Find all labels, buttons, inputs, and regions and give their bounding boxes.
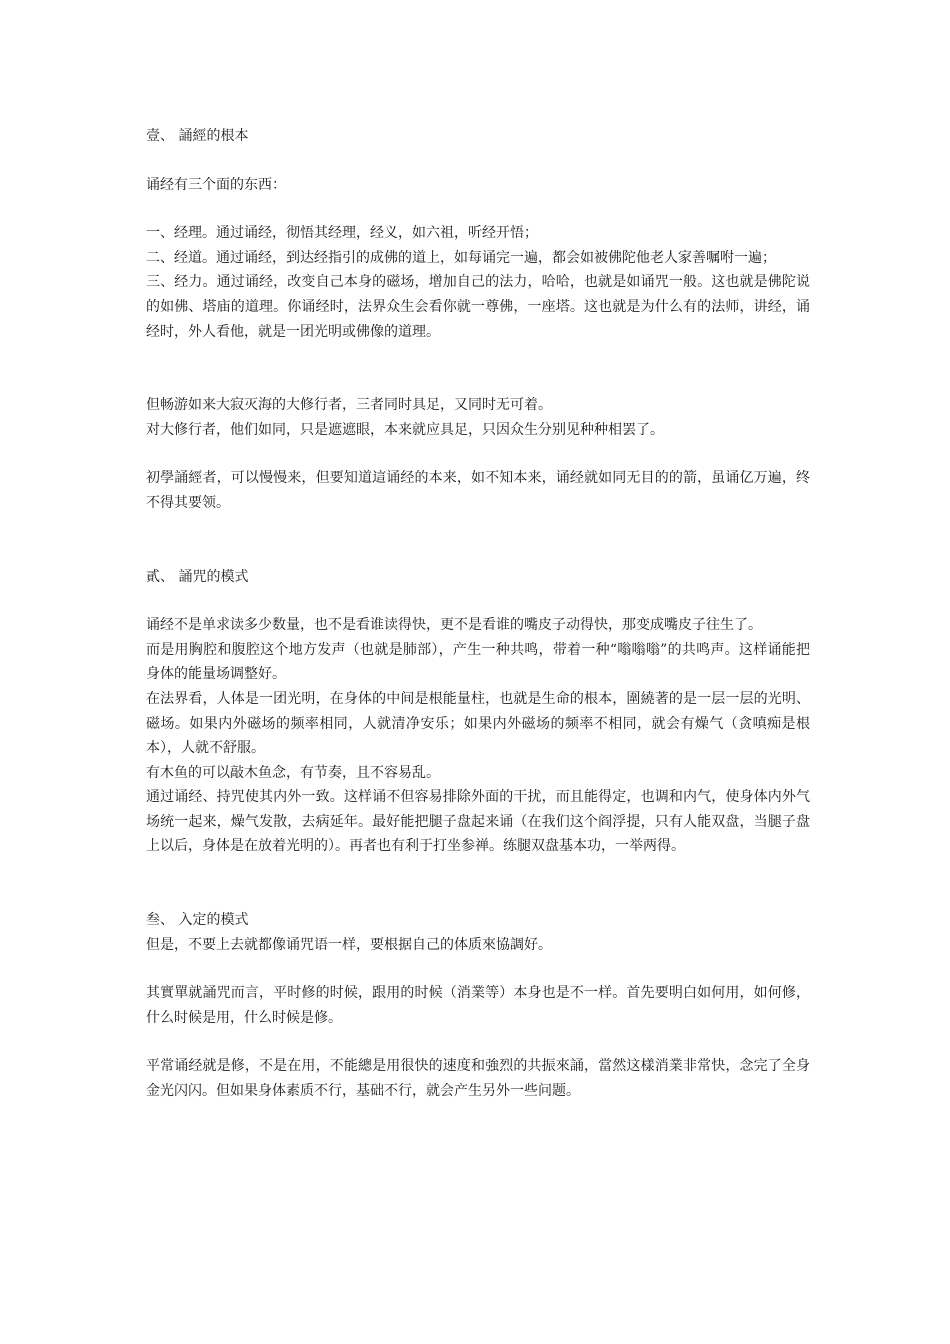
paragraph: 但是，不要上去就都像诵咒语一样，要根据自己的体质來協調好。 bbox=[146, 936, 552, 953]
paragraph: 其實單就誦咒而言，平时修的时候，跟用的时候（消業等）本身也是不一样。首先要明白如何用，如何修，什么时候是用，什么时候是修。 bbox=[146, 985, 810, 1026]
spacer bbox=[146, 589, 810, 613]
paragraph: 诵经不是单求读多少数量，也不是看谁读得快，更不是看谁的嘴皮子动得快，那变成嘴皮子往生了。 bbox=[146, 617, 762, 634]
paragraph: 平常诵经就是修，不是在用，不能總是用很快的速度和強烈的共振來誦，當然这樣消業非常快，念完了全身金光闪闪。但如果身体素质不行，基础不行，就会产生另外一些问题。 bbox=[146, 1058, 810, 1100]
paragraph: 而是用胸腔和腹腔这个地方发声（也就是肺部），产生一种共鸣，带着一种“嗡嗡嗡”的共鸣声。这样诵能把身体的能量场调整好。 bbox=[146, 641, 810, 683]
section-heading-1: 壹、 誦經的根本 bbox=[146, 128, 249, 144]
paragraph: 通过诵经、持咒使其内外一致。这样诵不但容易排除外面的干扰，而且能得定，也调和内气，使身体内外气场统一起来，燥气发散，去病延年。最好能把腿子盘起来诵（在我们这个阎浮提，只有人能双盘，当腿子盘上以后，身体是在放着光明的）。再者也有利于打坐参禅。练腿双盘基本功，一举两得。 bbox=[146, 789, 810, 855]
spacer bbox=[146, 442, 810, 466]
spacer bbox=[146, 1030, 810, 1054]
paragraph: 在法界看，人体是一团光明，在身体的中间是根能量柱，也就是生命的根本，圍繞著的是一层一层的光明、磁场。如果内外磁场的频率相同，人就清净安乐；如果内外磁场的频率不相同，就会有燥气（贪嗔痴是根本），人就不舒服。 bbox=[146, 690, 810, 757]
paragraph: 但畅游如来大寂灭海的大修行者，三者同时具足，又同时无可着。 bbox=[146, 397, 552, 414]
spacer bbox=[146, 197, 810, 221]
spacer bbox=[146, 149, 810, 173]
paragraph: 二、经道。通过诵经，到达经指引的成佛的道上，如每诵完一遍，都会如被佛陀他老人家善嘱咐一遍； bbox=[146, 249, 776, 266]
paragraph: 诵经有三个面的东西： bbox=[146, 176, 286, 193]
paragraph: 有木鱼的可以敲木鱼念，有节奏，且不容易乱。 bbox=[146, 764, 440, 781]
paragraph: 初學誦經者，可以慢慢来，但要知道這诵经的本来，如不知本来，诵经就如同无目的的箭，虽诵亿万遍，终不得其要领。 bbox=[146, 470, 810, 511]
section-heading-2: 貳、 誦咒的模式 bbox=[146, 568, 249, 585]
paragraph: 三、经力。通过诵经，改变自己本身的磁场，增加自己的法力，哈哈，也就是如诵咒一般。这也就是佛陀说的如佛、塔庙的道理。你诵经时，法界众生会看你就一尊佛，一座塔。这也就是为什么有的法师，讲经，诵经时，外人看他，就是一团光明或佛像的道理。 bbox=[146, 274, 810, 340]
paragraph: 一、经理。通过诵经，彻悟其经理，经义，如六祖，听经开悟； bbox=[146, 225, 538, 242]
spacer bbox=[146, 859, 810, 908]
spacer bbox=[146, 957, 810, 981]
spacer bbox=[146, 344, 810, 393]
spacer bbox=[146, 516, 810, 565]
section-heading-3: 叁、 入定的模式 bbox=[146, 912, 249, 929]
document-body bbox=[146, 124, 810, 1104]
paragraph: 对大修行者，他们如同，只是遮遮眼，本来就应具足，只因众生分别见种种相罢了。 bbox=[146, 421, 664, 438]
